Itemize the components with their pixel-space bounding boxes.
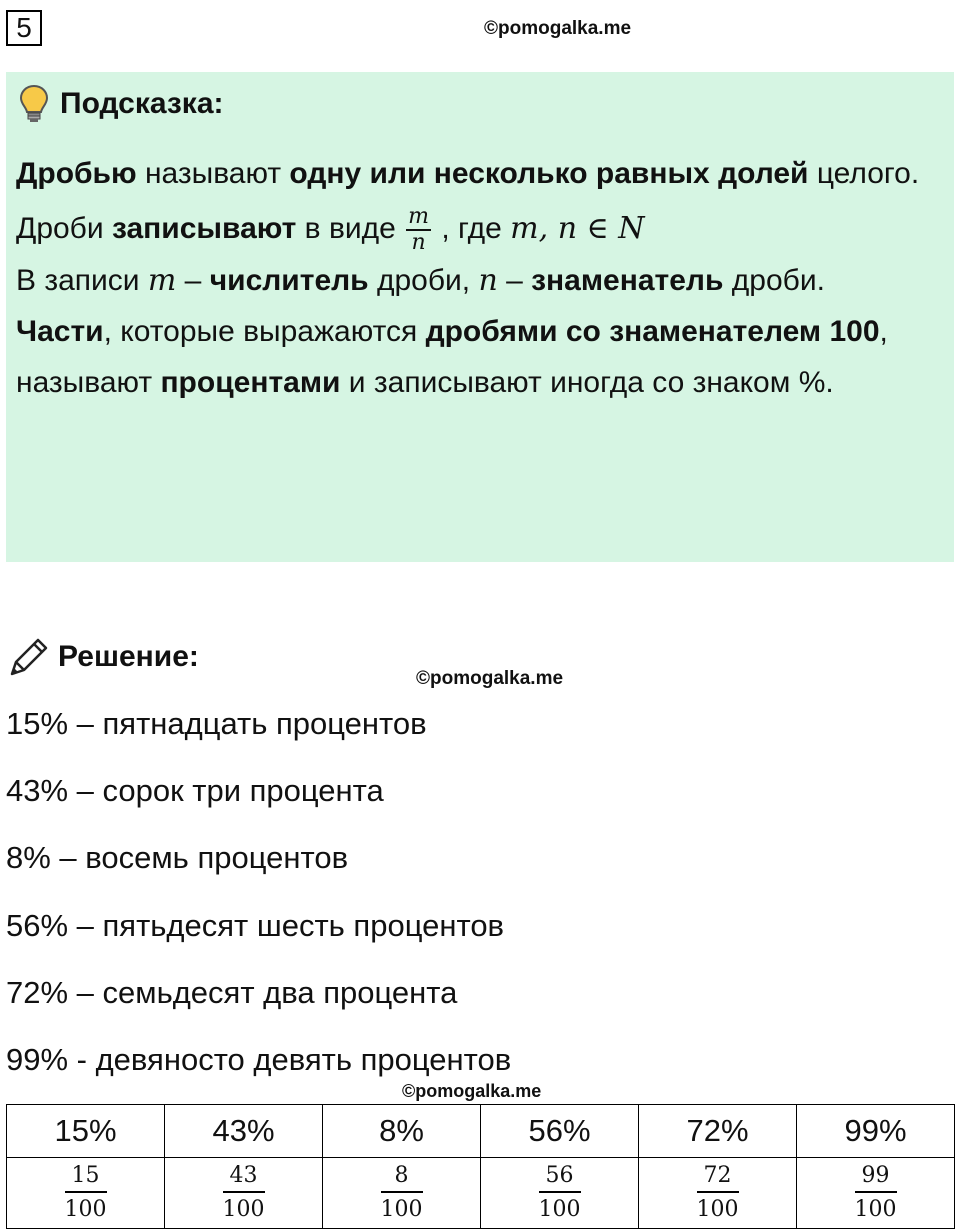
table-row-percents: [7, 1105, 955, 1158]
fraction-numerator: 72: [697, 1163, 739, 1193]
percent-fraction-table: [6, 1104, 955, 1229]
hint-box: [6, 72, 954, 562]
table-cell-fraction: [165, 1158, 323, 1229]
fraction-numerator: 15: [65, 1163, 107, 1193]
table-cell-fraction: [797, 1158, 955, 1229]
hint-title: [18, 84, 224, 124]
table-cell-fraction: [7, 1158, 165, 1229]
table-cell-fraction: [639, 1158, 797, 1229]
table-cell-fraction: [481, 1158, 639, 1229]
hint-paragraph-fraction-notation: Дроби записывают в виде $\frac{m}{n}$ , где m, n ∈ N: [16, 204, 645, 256]
task-number: 5: [6, 10, 42, 46]
solution-line: 56% – пятьдесят шесть процентов: [6, 908, 505, 943]
watermark-top: ©pomogalka.me: [484, 18, 632, 39]
fraction-denominator: 100: [696, 1197, 739, 1222]
table-cell-percent: 15%: [7, 1105, 165, 1158]
solution-line: 72% – семьдесят два процента: [6, 975, 458, 1010]
fraction-denominator: 100: [222, 1197, 265, 1222]
solution-title-text: Решение:: [58, 640, 199, 673]
fraction-numerator: 99: [855, 1163, 897, 1193]
lightbulb-icon: [18, 84, 50, 124]
solution-line: 43% – сорок три процента: [6, 773, 384, 808]
fraction-denominator: 100: [538, 1197, 581, 1222]
fraction-numerator: 43: [223, 1163, 265, 1193]
solution-line: 99% - девяносто девять процентов: [6, 1042, 512, 1077]
table-cell-percent: 72%: [639, 1105, 797, 1158]
hint-paragraph-percents: Части, которые выражаются дробями со знаменателем 100, называют процентами и записывают иногда со знаком %.: [16, 315, 888, 400]
solution-title: [8, 636, 199, 678]
table-cell-percent: 56%: [481, 1105, 639, 1158]
solution-line: 15% – пятнадцать процентов: [6, 706, 427, 741]
fraction-numerator: 56: [539, 1163, 581, 1193]
hint-title-text: Подсказка:: [60, 87, 224, 120]
fraction-m-over-n: $\frac{m}{n}$: [408, 204, 430, 256]
hint-paragraph-numerator-denominator: В записи m – числитель дроби, n – знаменатель дроби.: [16, 263, 825, 299]
hint-paragraph-fraction-definition: Дробью называют одну или несколько равных долей целого.: [16, 157, 920, 190]
fraction-denominator: 100: [854, 1197, 897, 1222]
table-cell-fraction: [323, 1158, 481, 1229]
pencil-icon: [8, 636, 50, 678]
hint-text: [16, 148, 946, 408]
table-row-fractions: [7, 1158, 955, 1229]
fraction-denominator: 100: [380, 1197, 423, 1222]
fraction-numerator: 8: [381, 1163, 423, 1193]
watermark-middle: ©pomogalka.me: [416, 668, 564, 689]
table-cell-percent: 8%: [323, 1105, 481, 1158]
fraction-denominator: 100: [64, 1197, 107, 1222]
solution-line: 8% – восемь процентов: [6, 840, 349, 875]
table-cell-percent: 43%: [165, 1105, 323, 1158]
table-cell-percent: 99%: [797, 1105, 955, 1158]
watermark-bottom: ©pomogalka.me: [402, 1081, 542, 1101]
